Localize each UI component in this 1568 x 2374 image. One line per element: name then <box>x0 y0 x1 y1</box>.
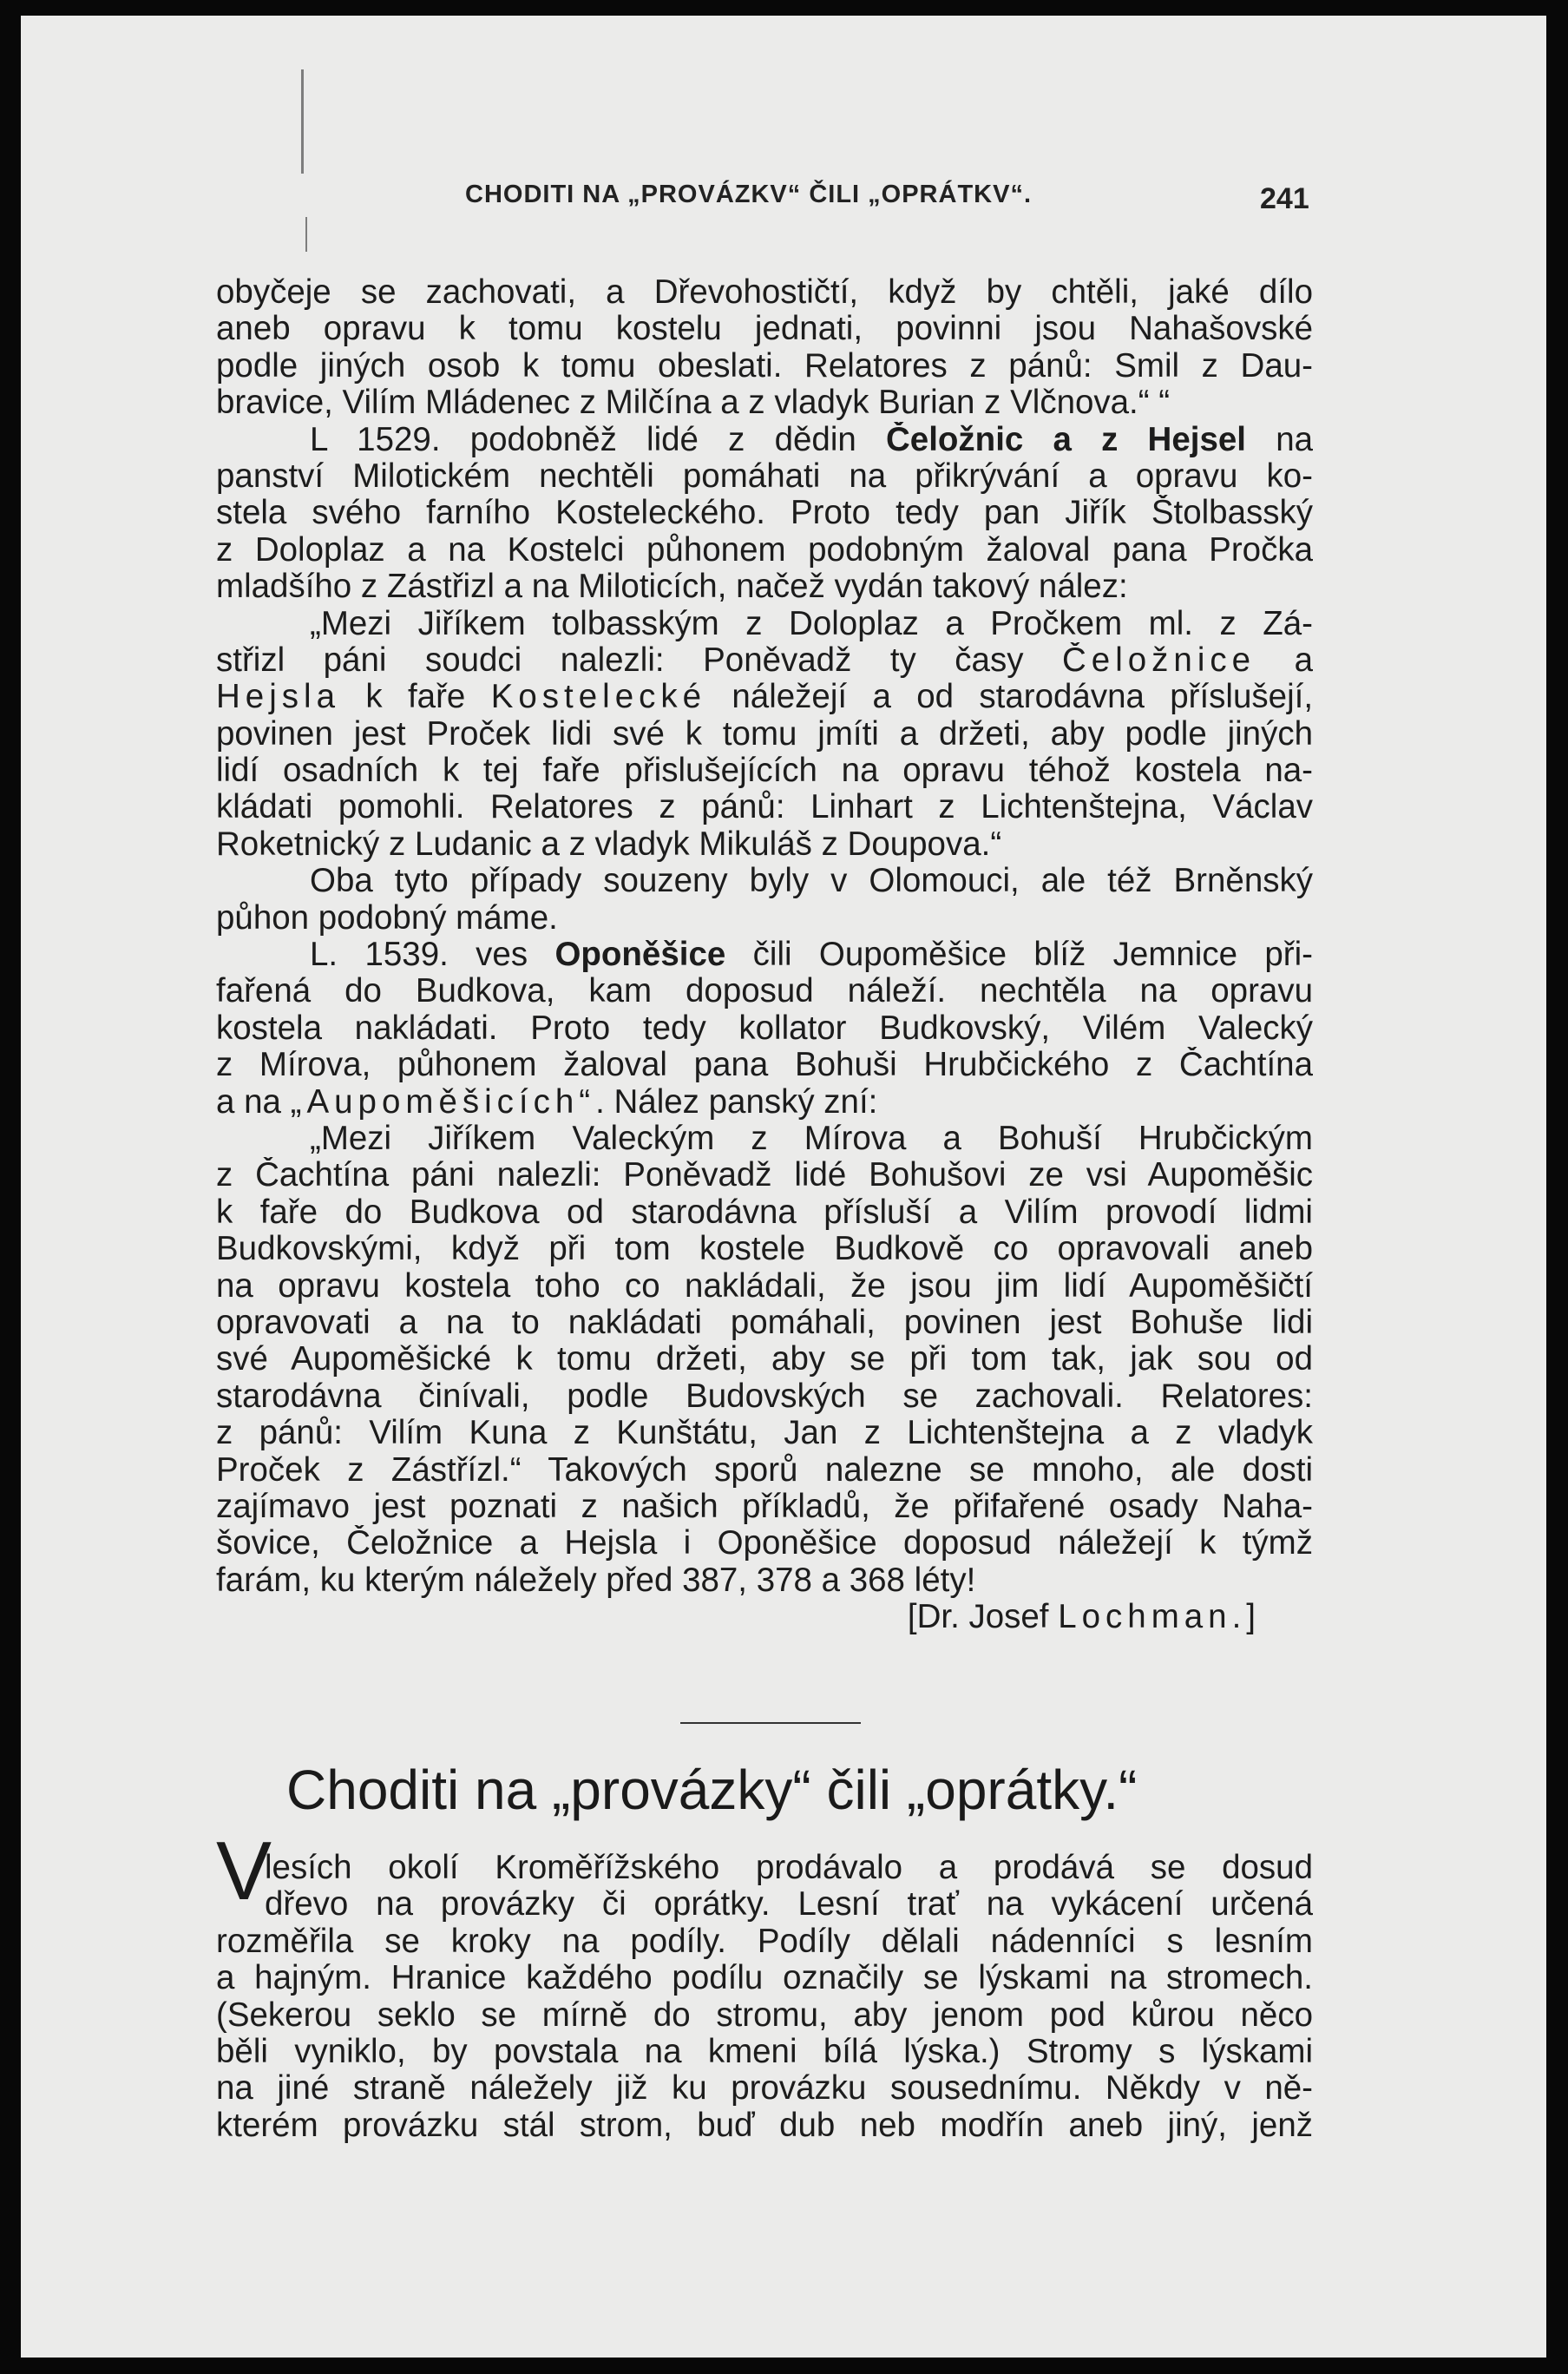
text-line: obyčeje se zachovati, a Dřevohostičtí, když by chtěli, jaké dílo <box>216 274 1313 311</box>
article-body <box>216 1850 1313 2144</box>
text-line: půhon podobný máme. <box>216 899 558 937</box>
page-number: 241 <box>1260 182 1309 215</box>
text-line: a hajným. Hranice každého podílu označily se lýskami na stromech. <box>216 1960 1313 1997</box>
text-line: rozměřila se kroky na podíly. Podíly dělali nádenníci s lesním <box>216 1923 1313 1960</box>
text-line: zajímavo jest poznati z našich příkladů, že přifařené osady Naha- <box>216 1488 1313 1525</box>
place-names-bold: Čeložnic a z Hejsel <box>886 421 1246 458</box>
text-line: kostela nakládati. Proto tedy kollator Budkovský, Vilém Valecký <box>216 1009 1313 1047</box>
text-line: „Mezi Jiříkem Valeckým z Mírova a Bohuší Hrubčickým <box>310 1120 1313 1157</box>
text-line: (Sekerou seklo se mírně do stromu, aby jenom pod kůrou něco <box>216 1996 1313 2034</box>
text-line: Proček z Zástřízl.“ Takových sporů nalezne se mnoho, ale dosti <box>216 1451 1313 1489</box>
place-name-bold: Oponěšice <box>554 937 726 974</box>
text-line: Oba tyto případy souzeny byly v Olomouci, ale též Brněnský <box>310 863 1313 900</box>
text-line: šovice, Čeložnice a Hejsla i Oponěšice doposud náležejí k týmž <box>216 1525 1313 1562</box>
text-line: střizl páni soudci nalezli: Poněvadž ty časy Čeložnice a <box>216 641 1313 679</box>
text-line: na jiné straně náležely již ku provázku sousednímu. Někdy v ně- <box>216 2070 1313 2108</box>
spaced-name: Hejsla <box>216 679 340 716</box>
text-line: aneb opravu k tomu kostelu jednati, povinni jsou Nahašovské <box>216 311 1313 348</box>
spaced-name: Čeložnice <box>1062 641 1256 679</box>
text-line: na opravu kostela toho co nakládali, že jsou jim lidí Aupoměšičtí <box>216 1267 1313 1305</box>
text-line: Roketnický z Ludanic a z vladyk Mikuláš z Doupova.“ <box>216 825 1002 863</box>
text-line: dřevo na provázky či oprátky. Lesní trať na vykácení určená <box>265 1886 1313 1924</box>
text-line: farám, ku kterým náležely před 387, 378 a 368 léty! <box>216 1562 976 1599</box>
section-divider <box>680 1722 861 1724</box>
spaced-name: Kostelecké <box>490 679 707 716</box>
text-line: své Aupoměšické k tomu držeti, aby se při tom tak, jak sou od <box>216 1341 1313 1378</box>
scan-mark <box>301 69 304 174</box>
text-line: lesích okolí Kroměřížského prodávalo a prodává se dosud <box>265 1850 1313 1886</box>
text-line: stela svého farního Kosteleckého. Proto tedy pan Jiřík Štolbasský <box>216 495 1313 532</box>
text-line: L 1529. podobněž lidé z dědin Čeložnic a z Hejsel na <box>310 421 1313 458</box>
text-line: podle jiných osob k tomu obeslati. Relatores z pánů: Smil z Dau- <box>216 347 1313 385</box>
scan-mark <box>305 217 307 252</box>
text-line: L. 1539. ves Oponěšice čili Oupoměšice blíž Jemnice při- <box>310 937 1313 974</box>
spaced-name: „Aupoměšicích“ <box>290 1083 596 1121</box>
text-line: bravice, Vilím Mládenec z Milčína a z vladyk Burian z Vlčnova.“ “ <box>216 385 1171 422</box>
text-line: kterém provázku stál strom, buď dub neb modřín aneb jiný, jenž <box>216 2107 1313 2144</box>
running-title: CHODITI NA „PROVÁZKV“ ČILI „OPRÁTKV“. <box>465 181 1032 208</box>
text-line: „Mezi Jiříkem tolbasským z Doloplaz a Pročkem ml. z Zá- <box>310 605 1313 642</box>
text-line: z Mírova, půhonem žaloval pana Bohuši Hrubčického z Čachtína <box>216 1047 1313 1084</box>
text-line: z Čachtína páni nalezli: Poněvadž lidé Bohušovi ze vsi Aupoměšic <box>216 1157 1313 1194</box>
text-line: Budkovskými, když při tom kostele Budkově co opravovali aneb <box>216 1231 1313 1268</box>
text-line: k faře do Budkova od starodávna přísluší a Vilím provodí lidmi <box>216 1194 1313 1231</box>
text-line: opravovati a na to nakládati pomáhali, povinen jest Bohuše lidi <box>216 1304 1313 1341</box>
text-line: povinen jest Proček lidi své k tomu jmíti a držeti, aby podle jiných <box>216 715 1313 753</box>
author-signature: [Dr. Josef Lochman.] <box>907 1599 1261 1636</box>
continued-text <box>216 274 1313 1635</box>
text-line: lidí osadních k tej faře přislušejících na opravu téhož kostela na- <box>216 753 1313 790</box>
text-line: z pánů: Vilím Kuna z Kunštátu, Jan z Lichtenštejna a z vladyk <box>216 1415 1313 1452</box>
text-line: Hejsla k faře Kostelecké náležejí a od starodávna příslušejí, <box>216 679 1313 716</box>
text-line: fařená do Budkova, kam doposud náleží. nechtěla na opravu <box>216 973 1313 1010</box>
text-line: panství Milotickém nechtěli pomáhati na přikrývání a opravu ko- <box>216 457 1313 495</box>
text-line: a na „Aupoměšicích“. Nález panský zní: <box>216 1083 878 1121</box>
text-line: běli vyniklo, by povstala na kmeni bílá lýska.) Stromy s lýskami <box>216 2033 1313 2070</box>
text-line: starodávna činívali, podle Budovských se zachovali. Relatores: <box>216 1378 1313 1415</box>
text-line: z Doloplaz a na Kostelci půhonem podobným žaloval pana Pročka <box>216 531 1313 569</box>
drop-cap: V <box>216 1825 272 1917</box>
article-title: Choditi na „provázky“ čili „oprátky.“ <box>286 1759 1138 1821</box>
text-line: kládati pomohli. Relatores z pánů: Linhart z Lichtenštejna, Václav <box>216 789 1313 826</box>
text-line: mladšího z Zástřizl a na Miloticích, načež vydán takový nález: <box>216 569 1128 606</box>
